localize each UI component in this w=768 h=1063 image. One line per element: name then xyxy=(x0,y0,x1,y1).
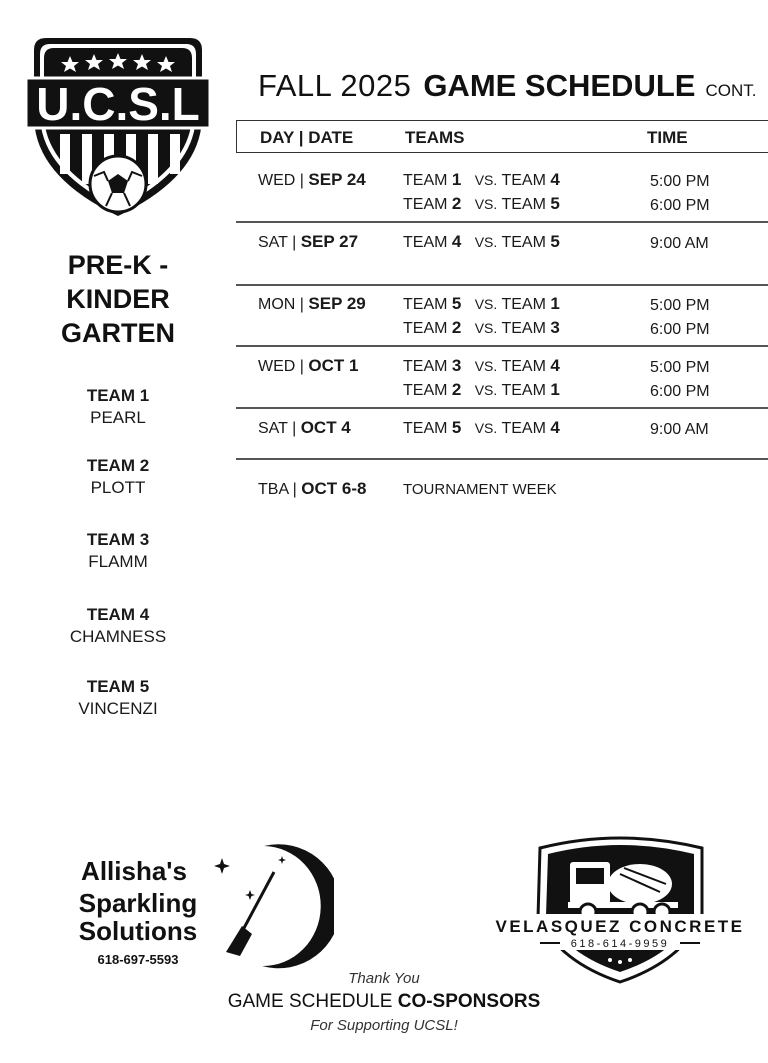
game-matchup: TEAM 4 VS. TEAM 5 xyxy=(403,232,560,251)
tournament-note: TOURNAMENT WEEK xyxy=(403,481,557,498)
allisha-line-2: Sparkling xyxy=(78,888,198,918)
row-divider xyxy=(236,221,768,223)
game-time: 6:00 PM xyxy=(650,321,710,338)
team-coach: PLOTT xyxy=(90,478,146,497)
team-coach: VINCENZI xyxy=(78,699,158,718)
team-entry xyxy=(30,455,206,499)
team-coach: CHAMNESS xyxy=(69,627,167,646)
title-main: GAME SCHEDULE xyxy=(423,68,696,103)
team-name: TEAM 3 xyxy=(86,530,150,549)
allisha-sponsor-logo xyxy=(64,840,334,970)
title-season: FALL 2025 xyxy=(258,68,412,103)
division-line-2: KINDER xyxy=(66,284,170,314)
team-name: TEAM 2 xyxy=(86,456,150,475)
support-text: For Supporting UCSL! xyxy=(310,1017,458,1034)
cosponsors-label: GAME SCHEDULE CO-SPONSORS xyxy=(227,991,541,1012)
game-matchup: TEAM 5 VS. TEAM 1 xyxy=(403,294,560,313)
allisha-phone: 618-697-5593 xyxy=(97,952,179,967)
thank-you-text: Thank You xyxy=(348,970,420,987)
team-name: TEAM 4 xyxy=(86,605,150,624)
header-time: TIME xyxy=(647,128,688,147)
team-coach: PEARL xyxy=(90,408,146,427)
game-matchup: TEAM 2 VS. TEAM 5 xyxy=(403,194,560,213)
ucsl-logo xyxy=(26,36,210,218)
team-entry xyxy=(30,676,206,720)
header-day: DAY | DATE xyxy=(260,128,354,147)
game-time: 6:00 PM xyxy=(650,383,710,400)
allisha-line-1: Allisha's xyxy=(81,856,187,886)
broom-icon xyxy=(244,872,274,928)
game-matchup: TEAM 2 VS. TEAM 3 xyxy=(403,318,560,337)
game-time: 5:00 PM xyxy=(650,359,710,376)
division-title xyxy=(30,248,206,350)
team-entry xyxy=(30,385,206,429)
title-suffix: CONT. xyxy=(705,81,757,100)
row-date: WED | OCT 1 xyxy=(258,356,359,375)
moon-icon xyxy=(262,844,334,968)
team-entry xyxy=(30,529,206,573)
game-matchup: TEAM 5 VS. TEAM 4 xyxy=(403,418,560,437)
header-teams: TEAMS xyxy=(405,128,465,147)
velasquez-phone: 618-614-9959 xyxy=(570,938,670,950)
game-time: 5:00 PM xyxy=(650,297,710,314)
division-line-1: PRE-K - xyxy=(67,250,169,280)
game-matchup: TEAM 2 VS. TEAM 1 xyxy=(403,380,560,399)
row-date: SAT | SEP 27 xyxy=(258,232,359,251)
team-name: TEAM 5 xyxy=(86,677,150,696)
page-title xyxy=(258,68,756,104)
game-time: 6:00 PM xyxy=(650,197,710,214)
allisha-line-3: Solutions xyxy=(78,916,198,946)
logo-text: U.C.S.L xyxy=(36,78,200,130)
velasquez-name: VELASQUEZ CONCRETE xyxy=(495,917,745,936)
velasquez-sponsor-logo xyxy=(480,832,760,984)
team-coach: FLAMM xyxy=(88,552,148,571)
row-date: MON | SEP 29 xyxy=(258,294,366,313)
row-date: WED | SEP 24 xyxy=(258,170,366,189)
game-time: 9:00 AM xyxy=(650,235,709,252)
row-date: TBA | OCT 6-8 xyxy=(258,479,367,498)
team-name: TEAM 1 xyxy=(86,386,150,405)
row-divider xyxy=(236,407,768,409)
row-divider xyxy=(236,345,768,347)
row-date: SAT | OCT 4 xyxy=(258,418,351,437)
row-divider xyxy=(236,284,768,286)
game-matchup: TEAM 3 VS. TEAM 4 xyxy=(403,356,560,375)
game-matchup: TEAM 1 VS. TEAM 4 xyxy=(403,170,560,189)
game-time: 9:00 AM xyxy=(650,421,709,438)
team-entry xyxy=(30,604,206,648)
row-divider xyxy=(236,458,768,460)
game-time: 5:00 PM xyxy=(650,173,710,190)
division-line-3: GARTEN xyxy=(61,318,175,348)
